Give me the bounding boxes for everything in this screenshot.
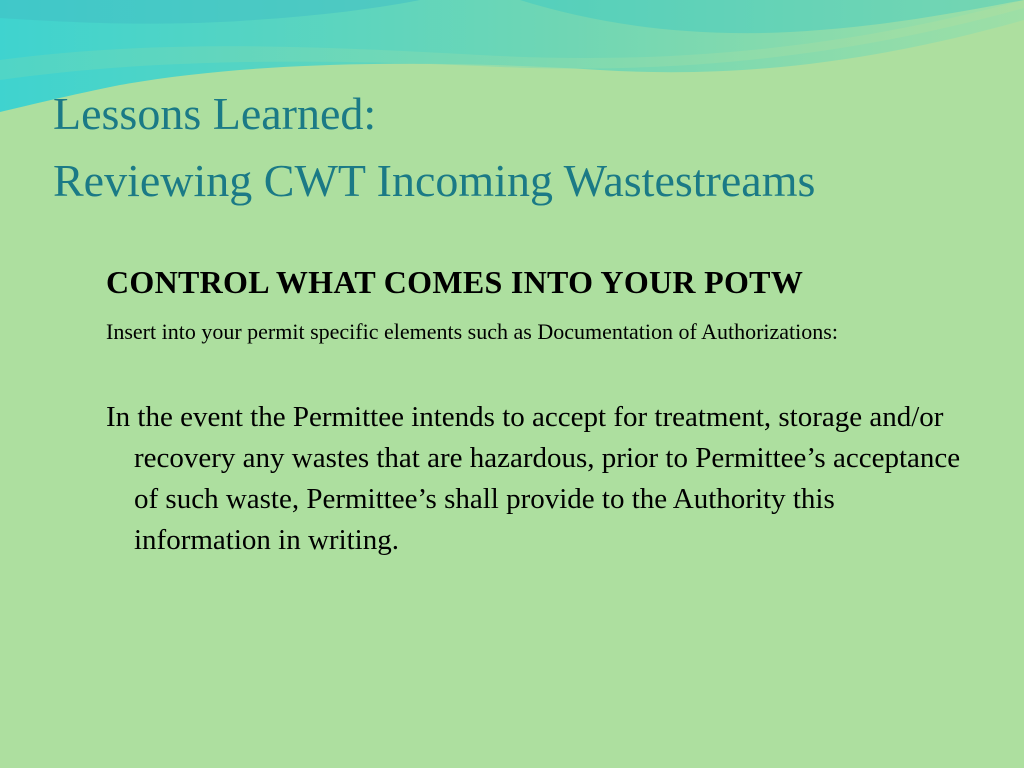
section-heading: CONTROL WHAT COMES INTO YOUR POTW — [106, 264, 804, 300]
title-line-2: Reviewing CWT Incoming Wastestreams — [53, 155, 816, 206]
slide-body — [106, 262, 976, 561]
title-line-1: Lessons Learned: — [53, 88, 377, 139]
body-paragraph: In the event the Permittee intends to accept for treatment, storage and/or recovery any wastes that are hazardous, prior to Permittee’s acceptance of such waste, Permittee’s shall provide to the Authority this information in writing. — [106, 401, 961, 556]
slide-title — [53, 80, 1003, 214]
subtext: Insert into your permit specific elements such as Documentation of Authorizations: — [106, 319, 838, 344]
